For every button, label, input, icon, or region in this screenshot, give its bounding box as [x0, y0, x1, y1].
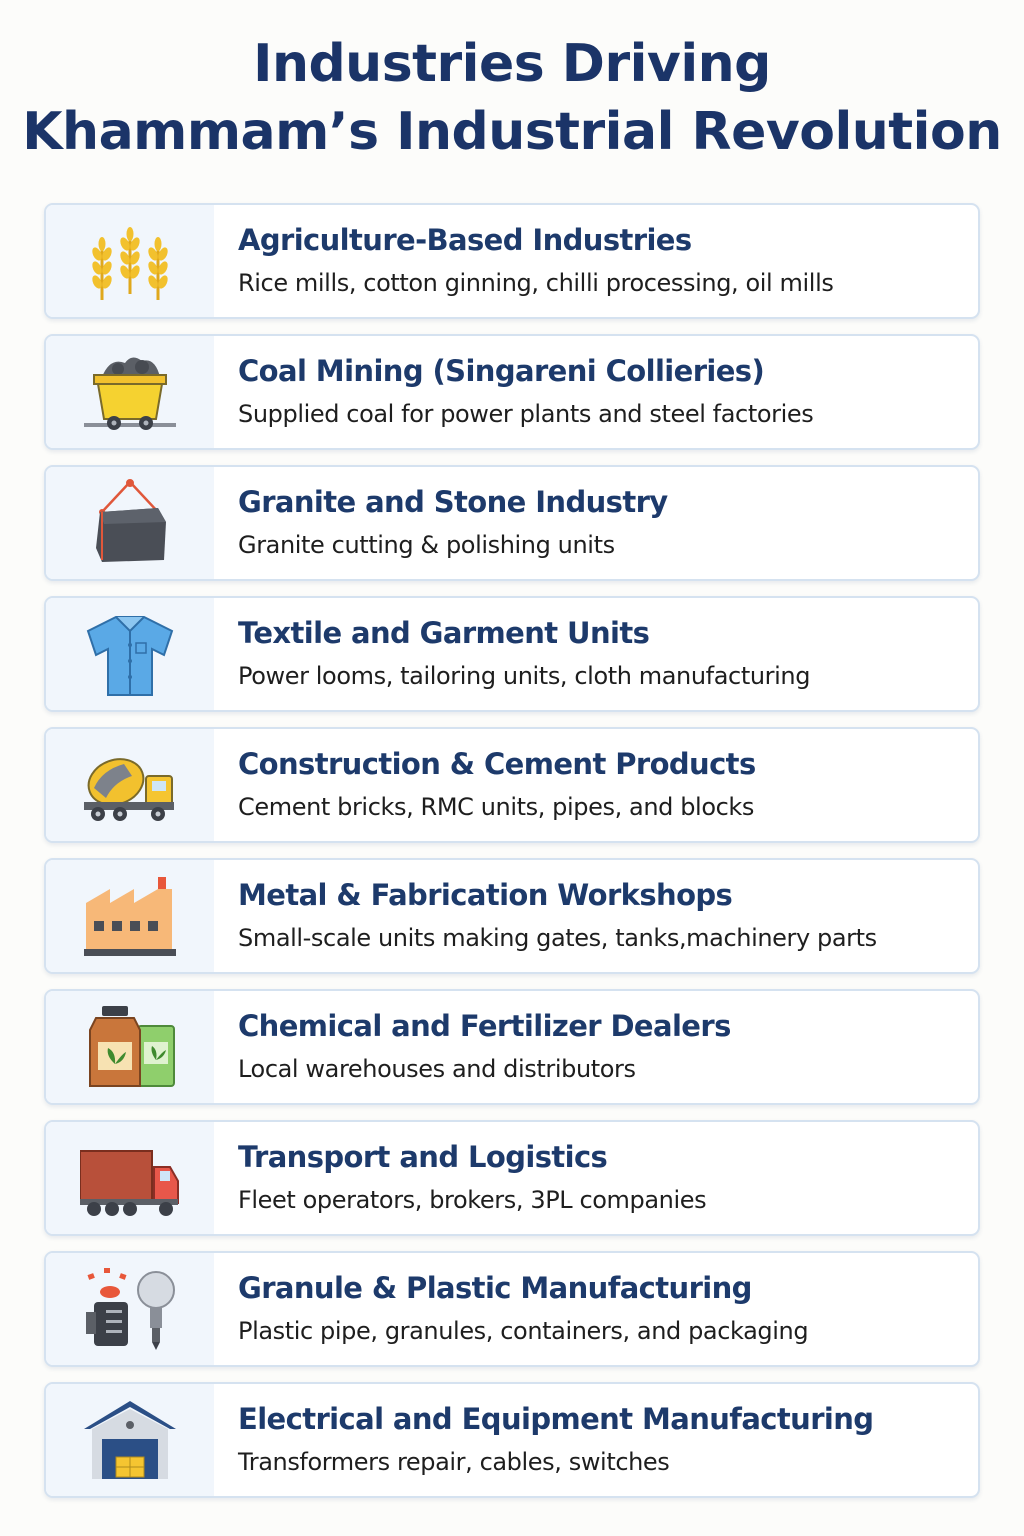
- industry-card-electrical: [44, 1382, 980, 1498]
- coal-cart-icon: [80, 347, 180, 437]
- industry-card-granite: [44, 465, 980, 581]
- industry-description: Small-scale units making gates, tanks,machinery parts: [238, 924, 877, 952]
- industry-description: Rice mills, cotton ginning, chilli processing, oil mills: [238, 269, 834, 297]
- industry-title: Chemical and Fertilizer Dealers: [238, 1009, 731, 1043]
- page-title-line-2: Khammam’s Industrial Revolution: [22, 102, 1002, 162]
- industry-title: Granite and Stone Industry: [238, 485, 668, 519]
- industry-title: Transport and Logistics: [238, 1140, 608, 1174]
- industry-description: Cement bricks, RMC units, pipes, and blocks: [238, 793, 755, 821]
- fertilizer-bags-icon: [80, 1002, 180, 1092]
- industry-title: Coal Mining (Singareni Collieries): [238, 354, 765, 388]
- industry-description: Plastic pipe, granules, containers, and packaging: [238, 1317, 809, 1345]
- industry-description: Granite cutting & polishing units: [238, 531, 615, 559]
- industry-description: Local warehouses and distributors: [238, 1055, 636, 1083]
- industry-card-textile: [44, 596, 980, 712]
- factory-icon: [80, 871, 180, 961]
- industry-card-construction: [44, 727, 980, 843]
- industry-card-agriculture: [44, 203, 980, 319]
- industry-list: [44, 203, 980, 1513]
- industry-card-chemical-fertilizer: [44, 989, 980, 1105]
- granite-block-icon: [80, 478, 180, 568]
- industry-title: Metal & Fabrication Workshops: [238, 878, 733, 912]
- truck-icon: [80, 1133, 180, 1223]
- page-title: [0, 30, 1024, 166]
- industry-card-plastic: [44, 1251, 980, 1367]
- wheat-icon: [80, 216, 180, 306]
- industry-card-transport: [44, 1120, 980, 1236]
- warehouse-icon: [80, 1395, 180, 1485]
- industry-card-metal-fabrication: [44, 858, 980, 974]
- industry-title: Agriculture-Based Industries: [238, 223, 692, 257]
- industry-description: Power looms, tailoring units, cloth manufacturing: [238, 662, 811, 690]
- industry-title: Construction & Cement Products: [238, 747, 756, 781]
- industry-title: Textile and Garment Units: [238, 616, 650, 650]
- shirt-icon: [80, 609, 180, 699]
- plastic-granule-machine-icon: [80, 1264, 180, 1354]
- cement-mixer-icon: [80, 740, 180, 830]
- industry-description: Fleet operators, brokers, 3PL companies: [238, 1186, 707, 1214]
- industry-description: Supplied coal for power plants and steel factories: [238, 400, 814, 428]
- industry-card-coal-mining: [44, 334, 980, 450]
- industry-description: Transformers repair, cables, switches: [238, 1448, 670, 1476]
- industry-title: Electrical and Equipment Manufacturing: [238, 1402, 874, 1436]
- page-title-line-1: Industries Driving: [253, 34, 771, 94]
- industry-title: Granule & Plastic Manufacturing: [238, 1271, 752, 1305]
